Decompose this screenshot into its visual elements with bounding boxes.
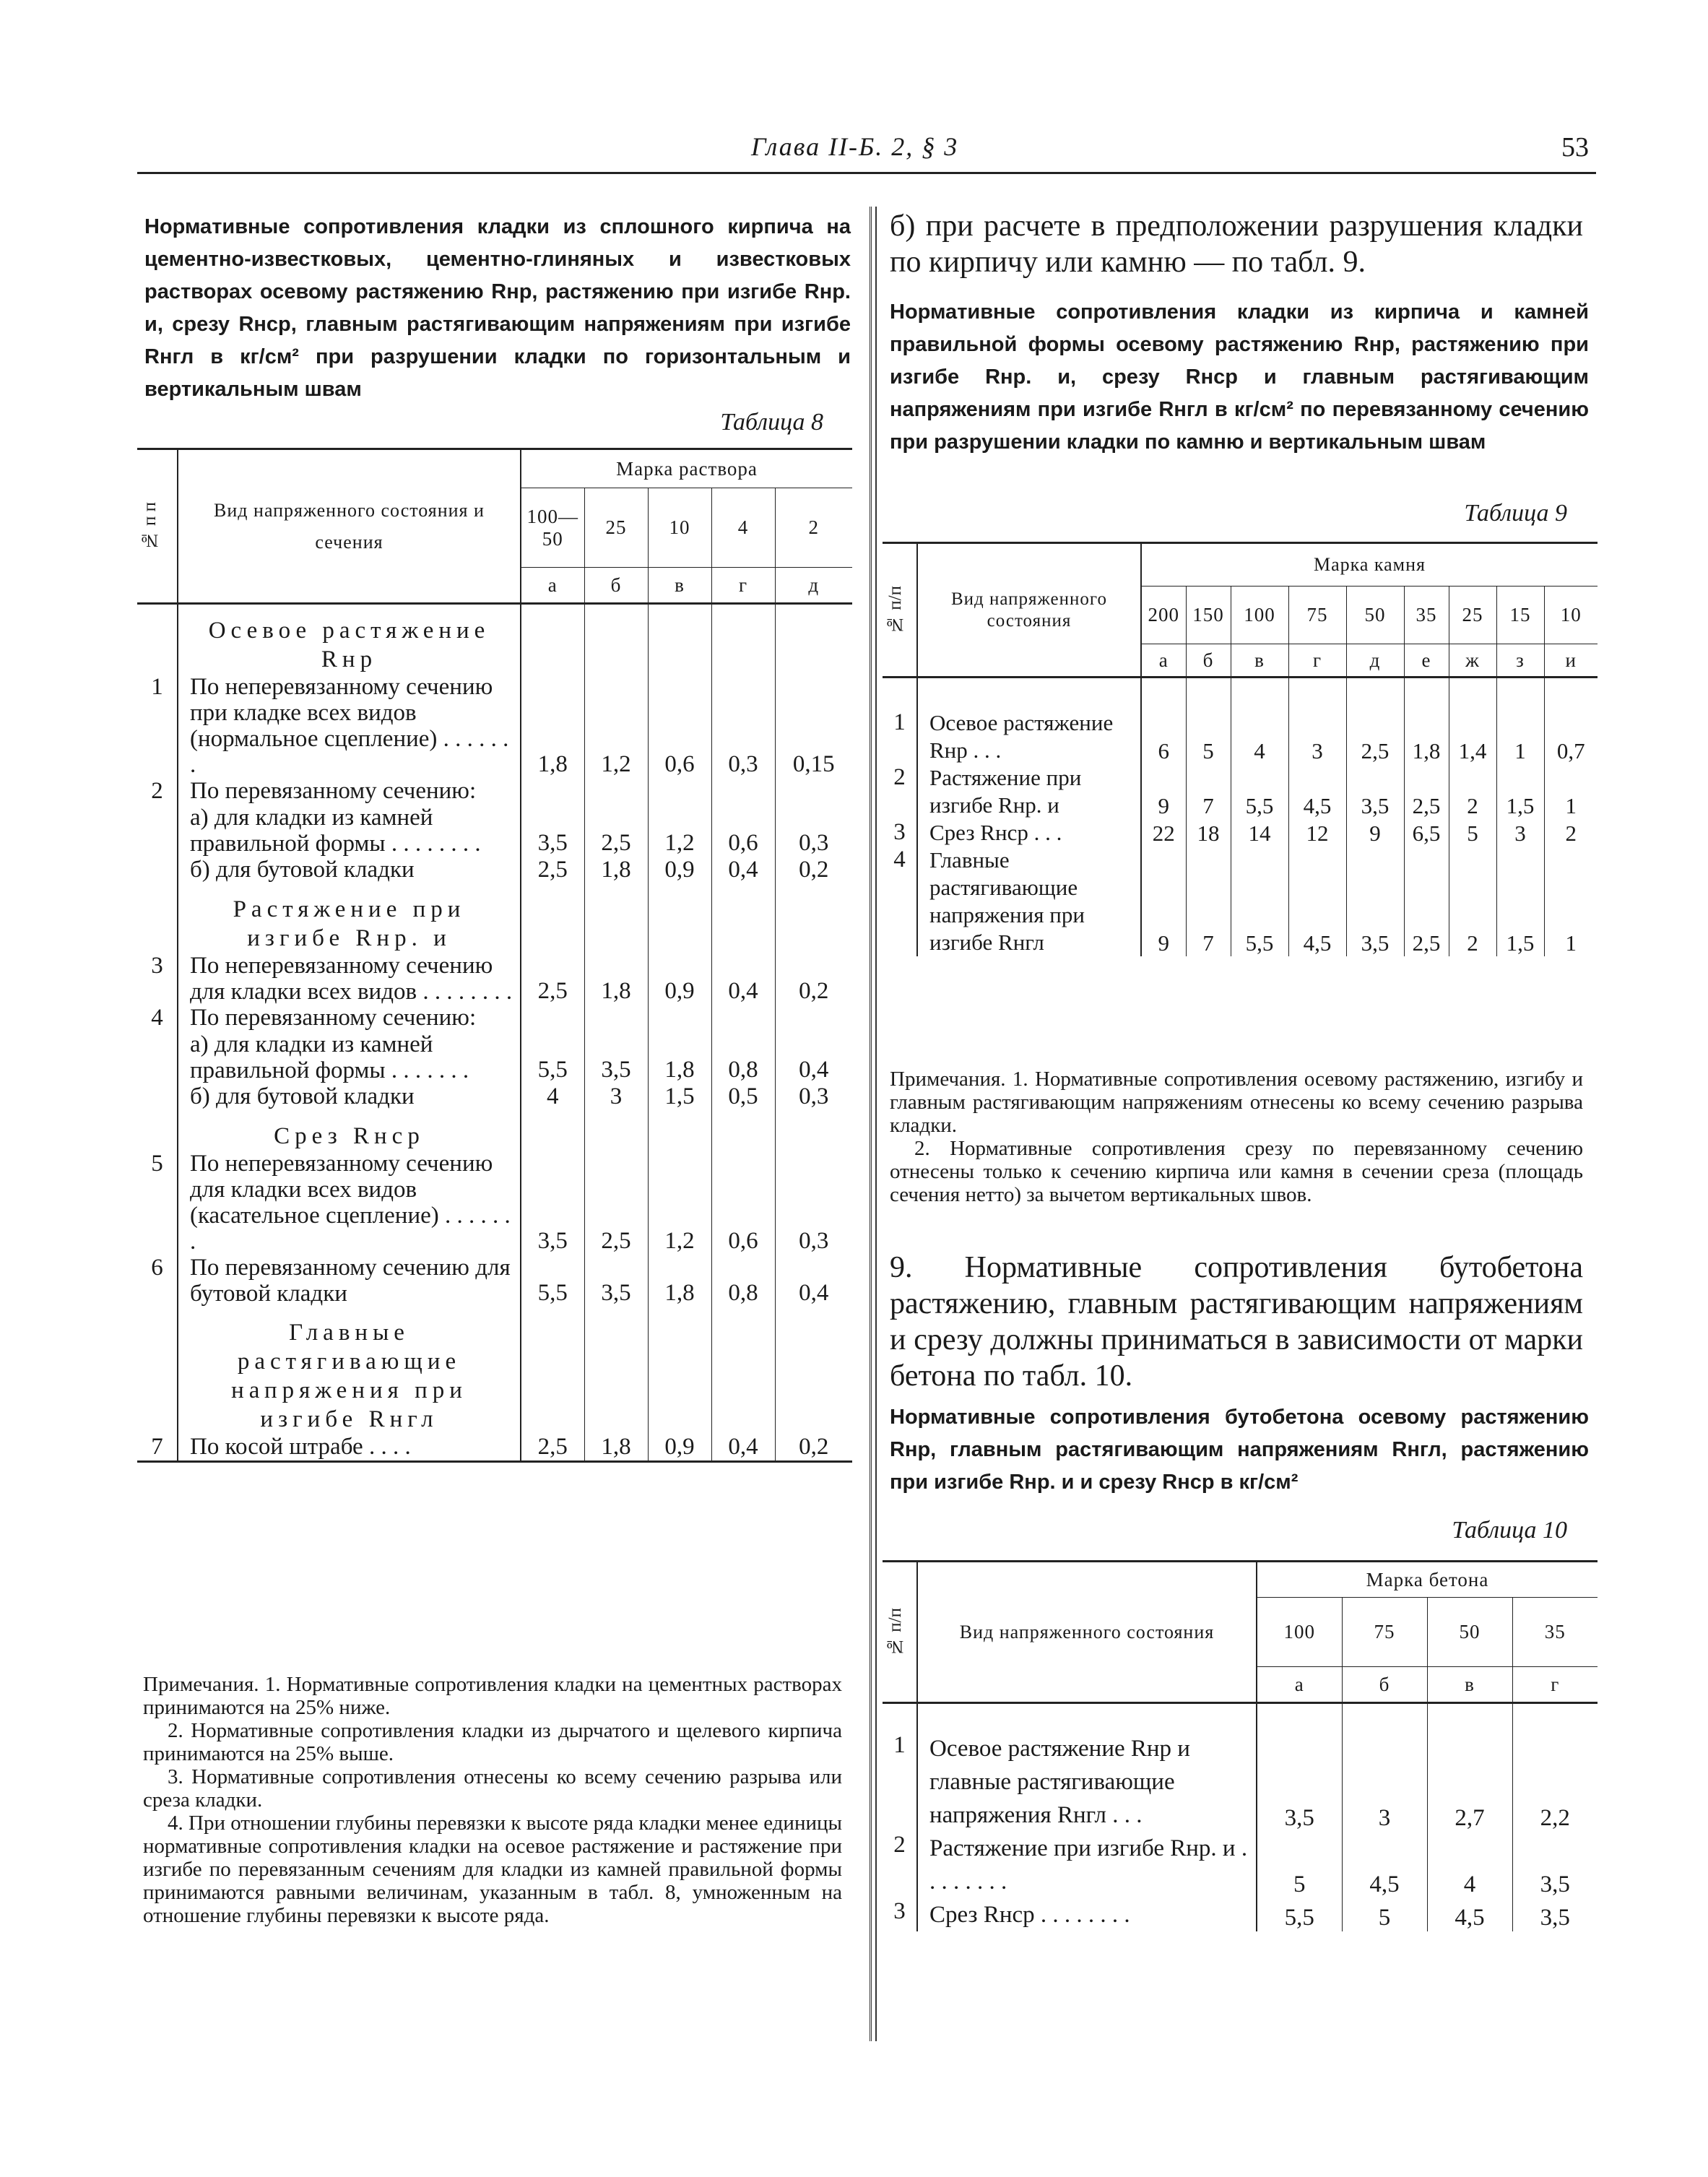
t9-cell: 1,4 (1449, 709, 1496, 764)
t8-row-label: По перевязанному сечению: (178, 1005, 521, 1031)
t8-cell: 0,4 (711, 857, 775, 883)
t8-section-cell (711, 1110, 775, 1151)
t9-spacer-row (883, 678, 1598, 709)
t8-section-cell (775, 604, 852, 675)
t8-row-number: 2 (137, 778, 178, 805)
t8-note: 3. Нормативные сопротивления отнесены ко всему сечению разрыва или среза кладки. (143, 1765, 842, 1812)
t8-cell: 1,8 (584, 857, 648, 883)
t8-section-cell (584, 1110, 648, 1151)
t9-cell: 2,5 (1404, 764, 1449, 819)
t9-cell: 6,5 (1404, 819, 1449, 847)
t10-grade-header: 35 (1512, 1598, 1598, 1667)
t8-cell: 0,4 (775, 1255, 852, 1307)
table8-col-index: № п п (137, 449, 178, 604)
t9-row-number: 4 (883, 847, 917, 956)
t8-cell: 1,5 (648, 1083, 711, 1110)
t8-cell: 0,3 (775, 805, 852, 857)
t8-cell: 4 (547, 1083, 559, 1109)
t8-cell: 2,5 (537, 978, 568, 1004)
t9-cell: 7 (1186, 847, 1231, 956)
t8-row (137, 674, 852, 778)
t8-section (137, 1307, 852, 1434)
table8-group-header: Марка раствора (521, 449, 852, 488)
t9-cell: 5,5 (1231, 764, 1288, 819)
t8-grade-header: 100—50 (521, 488, 584, 568)
table8-label: Таблица 8 (720, 409, 823, 436)
t9-spacer-cell (883, 678, 917, 709)
t8-cell: 0,4 (711, 953, 775, 1005)
t8-cell: 1,8 (584, 1434, 648, 1462)
t8-letter-header: в (648, 568, 711, 604)
t8-row-label: По перевязанному сечению для бутовой кладки (178, 1255, 521, 1307)
t10-spacer-cell (1427, 1703, 1512, 1732)
t9-cell: 14 (1231, 819, 1288, 847)
t8-cell: 0,4 (775, 1031, 852, 1083)
t8-letter-header: а (547, 574, 558, 596)
t9-row-number: 1 (883, 709, 917, 764)
t9-grade-header: 200 (1141, 587, 1186, 644)
t9-letter-header: в (1231, 644, 1288, 678)
t9-cell: 5 (1449, 819, 1496, 847)
t8-section-index (137, 883, 178, 953)
table8 (137, 448, 852, 1463)
t9-spacer-cell (1141, 678, 1186, 709)
t10-spacer-cell (883, 1703, 917, 1732)
t8-section-cell (648, 883, 711, 953)
t8-row-number: 1 (137, 674, 178, 778)
t8-row-number (137, 805, 178, 857)
t8-cell: 3 (584, 1083, 648, 1110)
t9-grade-header: 100 (1231, 587, 1288, 644)
t8-section-cell (775, 1307, 852, 1434)
t9-note: 2. Нормативные сопротивления срезу по перевязанному сечению отнесены только к сечению кирпича или камня в сечении среза (площадь сечения нетто) за вычетом вертикальных швов. (890, 1137, 1583, 1206)
t8-section-cell (711, 1307, 775, 1434)
t9-row (883, 847, 1598, 956)
t9-cell: 2 (1449, 847, 1496, 956)
column-divider-inner (875, 207, 877, 2041)
t8-row (137, 1083, 852, 1110)
t9-spacer-cell (1346, 678, 1404, 709)
t9-cell: 3 (1496, 819, 1544, 847)
t8-section-index (137, 1307, 178, 1434)
column-divider (870, 207, 872, 2041)
t9-grade-header: 25 (1449, 587, 1496, 644)
t8-row (137, 857, 852, 883)
t9-cell: 1 (1544, 764, 1598, 819)
t8-cell: 0,2 (775, 857, 852, 883)
t8-cell: 0,3 (711, 674, 775, 778)
t8-row-number (137, 857, 178, 883)
t9-spacer-cell (1544, 678, 1598, 709)
t9-row-label: Главные растягивающие напряжения при изгибе Rнгл (917, 847, 1141, 956)
t8-row-label: По косой штрабе . . . . (178, 1434, 521, 1462)
t9-cell: 4,5 (1288, 764, 1346, 819)
t8-cell: 0,8 (711, 1255, 775, 1307)
t10-cell: 3,5 (1512, 1832, 1598, 1898)
t8-cell: 1,8 (584, 953, 648, 1005)
t8-cell: 2,5 (584, 1151, 648, 1255)
t8-grade-header: 10 (648, 488, 711, 568)
t8-cell: 0,6 (648, 674, 711, 778)
t8-row (137, 953, 852, 1005)
t8-cell: 5,5 (537, 1057, 568, 1083)
t10-row-number: 1 (883, 1732, 917, 1832)
t9-letter-header: г (1288, 644, 1346, 678)
t8-section-title: Осевое растяжение Rнр (178, 604, 521, 675)
t8-cell: 1,2 (584, 674, 648, 778)
t8-cell: 2,5 (537, 1434, 568, 1460)
page-header (137, 129, 1596, 174)
t9-cell: 9 (1158, 792, 1169, 818)
t8-section-cell (584, 883, 648, 953)
table10-col-type: Вид напряженного состояния (917, 1562, 1257, 1703)
t10-spacer-cell (1512, 1703, 1598, 1732)
t8-row-label: б) для бутовой кладки (178, 1083, 521, 1110)
running-head: Глава II-Б. 2, § 3 (751, 132, 959, 161)
t10-letter-header: в (1427, 1667, 1512, 1703)
t8-row (137, 1434, 852, 1462)
t8-cell (648, 778, 711, 805)
t8-cell: 0,3 (775, 1151, 852, 1255)
t8-section-title: Главные растягивающие напряжения при изгибе Rнгл (178, 1307, 521, 1434)
t8-row (137, 1031, 852, 1083)
t10-cell: 4,5 (1427, 1898, 1512, 1931)
t10-cell: 3,5 (1512, 1898, 1598, 1931)
table9-group-header: Марка камня (1141, 543, 1598, 587)
t8-section-cell (521, 604, 584, 675)
t10-letter-header: г (1512, 1667, 1598, 1703)
t9-cell: 1,8 (1404, 709, 1449, 764)
t10-spacer-cell (1342, 1703, 1427, 1732)
page-number: 53 (1561, 132, 1589, 163)
t10-row-label: Растяжение при изгибе Rнр. и . . . . . . . . (917, 1832, 1257, 1898)
t10-cell: 2,7 (1427, 1732, 1512, 1832)
table9-col-index: № п/п (883, 543, 917, 678)
t10-row (883, 1832, 1598, 1898)
t8-cell: 2,5 (584, 805, 648, 857)
t8-section-cell (775, 1110, 852, 1151)
t8-cell: 5,5 (537, 1280, 568, 1306)
t8-cell (584, 1005, 648, 1031)
t10-row-label: Срез Rнср . . . . . . . . (917, 1898, 1257, 1931)
t8-cell: 0,9 (648, 953, 711, 1005)
t8-row-number (137, 1083, 178, 1110)
t8-cell (711, 778, 775, 805)
t9-grade-header: 50 (1346, 587, 1404, 644)
t8-cell: 3,5 (584, 1031, 648, 1083)
t9-row (883, 764, 1598, 819)
t9-cell: 6 (1158, 737, 1169, 763)
t8-letter-header: б (584, 568, 648, 604)
t10-letter-header: а (1294, 1673, 1304, 1695)
t8-cell: 3,5 (584, 1255, 648, 1307)
t9-cell: 2 (1544, 819, 1598, 847)
t9-letter-header: и (1544, 644, 1598, 678)
table10-group-header: Марка бетона (1257, 1562, 1598, 1598)
t9-cell: 0,7 (1544, 709, 1598, 764)
t9-cell: 18 (1186, 819, 1231, 847)
table10-caption: Нормативные сопротивления бутобетона осевому растяжению Rнр, главным растягивающим напряжениям Rнгл, растяжению при изгибе Rнр. и и срезу Rнср в кг/см² (890, 1406, 1589, 1494)
t9-letter-header: д (1346, 644, 1404, 678)
t9-letter-header: б (1186, 644, 1231, 678)
t8-cell: 0,3 (775, 1083, 852, 1110)
t8-section-cell (584, 1307, 648, 1434)
t8-row (137, 1151, 852, 1255)
t9-row-label: Растяжение при изгибе Rнр. и (917, 764, 1141, 819)
t9-grade-header: 35 (1404, 587, 1449, 644)
table9-caption: Нормативные сопротивления кладки из кирпича и камней правильной формы осевому растяжению Rнр, растяжению при изгибе Rнр. и, срезу Rнср и главным растягивающим напряжениям при изгибе Rнгл в кг/см² по перевязанному сечению при разрушении кладки по камню и вертикальным швам (890, 300, 1589, 454)
t8-section (137, 604, 852, 675)
t10-spacer-cell (1257, 1703, 1342, 1732)
t8-cell (711, 1005, 775, 1031)
t10-cell: 5 (1293, 1871, 1306, 1897)
t8-section-cell (521, 1110, 584, 1151)
t9-cell: 7 (1186, 764, 1231, 819)
t10-grade-header: 75 (1342, 1598, 1427, 1667)
paragraph-9: 9. Нормативные сопротивления бутобетона растяжению, главным растягивающим напряжениям и срезу должны приниматься в зависимости от марки бетона по табл. 10. (890, 1251, 1583, 1393)
t8-cell: 1,8 (537, 751, 568, 777)
t8-cell: 2,5 (537, 857, 568, 883)
t8-row-number: 3 (137, 953, 178, 1005)
t9-spacer-cell (1288, 678, 1346, 709)
t8-section-cell (584, 604, 648, 675)
t8-cell: 0,9 (648, 1434, 711, 1462)
table9-label: Таблица 9 (1464, 500, 1567, 527)
t8-row-label: а) для кладки из камней правильной формы . . . . . . . (178, 1031, 521, 1083)
t9-row-label: Осевое растяжение Rнр . . . (917, 709, 1141, 764)
t8-row-label: По неперевязанному сечению для кладки всех видов (касательное сцепление) . . . . . . . (178, 1151, 521, 1255)
t9-spacer-cell (1496, 678, 1544, 709)
table9 (883, 542, 1598, 956)
t8-cell: 3,5 (537, 830, 568, 856)
t8-cell (648, 1005, 711, 1031)
t8-cell: 0,6 (711, 1151, 775, 1255)
t9-spacer-cell (1231, 678, 1288, 709)
t8-cell: 0,9 (648, 857, 711, 883)
t9-cell: 1 (1544, 847, 1598, 956)
t9-cell: 4 (1231, 709, 1288, 764)
t10-spacer-row (883, 1703, 1598, 1732)
t8-row-label: По неперевязанному сечению для кладки всех видов . . . . . . . . (178, 953, 521, 1005)
intro-paragraph: б) при расчете в предположении разрушения кладки по кирпичу или камню — по табл. 9. (890, 209, 1583, 279)
t9-cell: 1,5 (1496, 764, 1544, 819)
t10-cell: 3 (1342, 1732, 1427, 1832)
t9-spacer-cell (1186, 678, 1231, 709)
t9-grade-header: 10 (1544, 587, 1598, 644)
t8-grade-header: 4 (711, 488, 775, 568)
t9-cell: 4,5 (1288, 847, 1346, 956)
table9-notes (890, 1068, 1583, 1206)
t8-cell: 1,8 (648, 1031, 711, 1083)
t9-grade-header: 75 (1288, 587, 1346, 644)
t8-section (137, 883, 852, 953)
t10-row (883, 1732, 1598, 1832)
t10-cell: 5,5 (1284, 1904, 1314, 1931)
t8-section-cell (648, 1110, 711, 1151)
t8-row-number (137, 1031, 178, 1083)
t8-letter-header: д (775, 568, 852, 604)
t8-row-number: 7 (137, 1434, 178, 1462)
t8-row-number: 4 (137, 1005, 178, 1031)
t9-grade-header: 15 (1496, 587, 1544, 644)
t8-row-label: а) для кладки из камней правильной формы . . . . . . . . (178, 805, 521, 857)
t10-cell: 3,5 (1284, 1804, 1314, 1831)
t9-cell: 2,5 (1404, 847, 1449, 956)
t8-cell: 0,2 (775, 953, 852, 1005)
t10-cell: 4,5 (1342, 1832, 1427, 1898)
t9-letter-header: ж (1449, 644, 1496, 678)
t8-row (137, 1255, 852, 1307)
t10-cell: 5 (1342, 1898, 1427, 1931)
t8-grade-header: 25 (584, 488, 648, 568)
t9-cell: 3,5 (1346, 764, 1404, 819)
t8-section-cell (711, 883, 775, 953)
t9-row (883, 709, 1598, 764)
t9-cell: 1,5 (1496, 847, 1544, 956)
t8-cell (521, 778, 584, 805)
t8-letter-header: г (711, 568, 775, 604)
t8-section-cell (775, 883, 852, 953)
t8-cell (775, 778, 852, 805)
t9-spacer-cell (1449, 678, 1496, 709)
t9-cell: 2 (1449, 764, 1496, 819)
t10-row-number: 2 (883, 1832, 917, 1898)
t10-cell: 2,2 (1512, 1732, 1598, 1832)
t9-cell: 5,5 (1231, 847, 1288, 956)
t9-cell: 5 (1186, 709, 1231, 764)
t8-cell: 0,8 (711, 1031, 775, 1083)
t8-cell: 1,2 (648, 805, 711, 857)
t8-row (137, 1005, 852, 1031)
t8-cell (521, 1005, 584, 1031)
t8-section-cell (521, 1307, 584, 1434)
t8-section (137, 1110, 852, 1151)
t10-letter-header: б (1342, 1667, 1427, 1703)
t8-cell: 0,4 (711, 1434, 775, 1462)
t8-row-label: б) для бутовой кладки (178, 857, 521, 883)
t8-section-cell (521, 883, 584, 953)
table8-caption: Нормативные сопротивления кладки из сплошного кирпича на цементно-известковых, цементно-глиняных и известковых растворах осевому растяжению Rнр, растяжению при изгибе Rнр. и, срезу Rнср, главным растягивающим напряжениям при изгибе Rнгл в кг/см² при разрушении кладки по горизонтальным и вертикальным швам (144, 215, 851, 401)
t9-spacer-cell (917, 678, 1141, 709)
t8-cell: 0,6 (711, 805, 775, 857)
t9-row-number: 3 (883, 819, 917, 847)
t8-cell: 1,8 (648, 1255, 711, 1307)
t9-note: Примечания. 1. Нормативные сопротивления осевому растяжению, изгибу и главным растягивающим напряжениям отнесены ко всему сечению разрыва кладки. (890, 1068, 1583, 1137)
table8-notes (143, 1673, 842, 1927)
t8-cell: 3,5 (537, 1228, 568, 1254)
table8-col-type: Вид напряженного состояния и сечения (178, 449, 521, 604)
t8-cell (775, 1005, 852, 1031)
t8-row-number: 5 (137, 1151, 178, 1255)
t8-section-title: Срез Rнср (178, 1110, 521, 1151)
t9-cell: 12 (1288, 819, 1346, 847)
t8-section-index (137, 1110, 178, 1151)
t8-grade-header: 2 (775, 488, 852, 568)
t10-row-label: Осевое растяжение Rнр и главные растягивающие напряжения Rнгл . . . (917, 1732, 1257, 1832)
t8-row (137, 805, 852, 857)
t8-section-title: Растяжение при изгибе Rнр. и (178, 883, 521, 953)
t9-grade-header: 150 (1186, 587, 1231, 644)
t10-spacer-cell (917, 1703, 1257, 1732)
table10 (883, 1560, 1598, 1931)
t8-note: 2. Нормативные сопротивления кладки из дырчатого и щелевого кирпича принимаются на 25% выше. (143, 1719, 842, 1765)
t9-spacer-cell (1404, 678, 1449, 709)
t8-cell (584, 778, 648, 805)
t9-cell: 3 (1288, 709, 1346, 764)
t9-row-number: 2 (883, 764, 917, 819)
t10-grade-header: 100 (1257, 1598, 1342, 1667)
t8-row (137, 778, 852, 805)
t8-cell: 0,5 (711, 1083, 775, 1110)
t8-cell: 0,15 (775, 674, 852, 778)
t8-row-label: По неперевязанному сечению при кладке всех видов (нормальное сцепление) . . . . . . . (178, 674, 521, 778)
t8-note: Примечания. 1. Нормативные сопротивления кладки на цементных растворах принимаются на 25% ниже. (143, 1673, 842, 1719)
t9-row-label: Срез Rнср . . . (917, 819, 1141, 847)
t8-row-label: По перевязанному сечению: (178, 778, 521, 805)
t8-section-cell (648, 1307, 711, 1434)
t10-grade-header: 50 (1427, 1598, 1512, 1667)
t9-cell: 9 (1346, 819, 1404, 847)
t9-cell: 1 (1496, 709, 1544, 764)
t9-letter-header: е (1404, 644, 1449, 678)
t8-cell: 0,2 (775, 1434, 852, 1462)
table10-col-index: № п/п (883, 1562, 917, 1703)
t9-cell: 2,5 (1346, 709, 1404, 764)
t9-letter-header: а (1158, 649, 1169, 671)
t8-cell: 1,2 (648, 1151, 711, 1255)
table10-label: Таблица 10 (1452, 1517, 1567, 1544)
t10-cell: 4 (1427, 1832, 1512, 1898)
t9-row (883, 819, 1598, 847)
t10-row (883, 1898, 1598, 1931)
t9-cell: 9 (1158, 930, 1169, 956)
table9-col-type: Вид напряженного состояния (917, 543, 1141, 678)
t9-letter-header: з (1496, 644, 1544, 678)
t8-section-cell (648, 604, 711, 675)
t8-section-cell (711, 604, 775, 675)
t8-row-number: 6 (137, 1255, 178, 1307)
t10-row-number: 3 (883, 1898, 917, 1931)
t8-section-index (137, 604, 178, 675)
t9-cell: 3,5 (1346, 847, 1404, 956)
t8-note: 4. При отношении глубины перевязки к высоте ряда кладки менее единицы нормативные сопротивления кладки на осевое растяжение и растяжение при изгибе по перевязанным сечениям для кладки из камней правильной формы принимаются равными величинам, указанным в табл. 8, умноженным на отношение глубины перевязки к высоте ряда. (143, 1812, 842, 1927)
t9-cell: 22 (1152, 820, 1175, 846)
